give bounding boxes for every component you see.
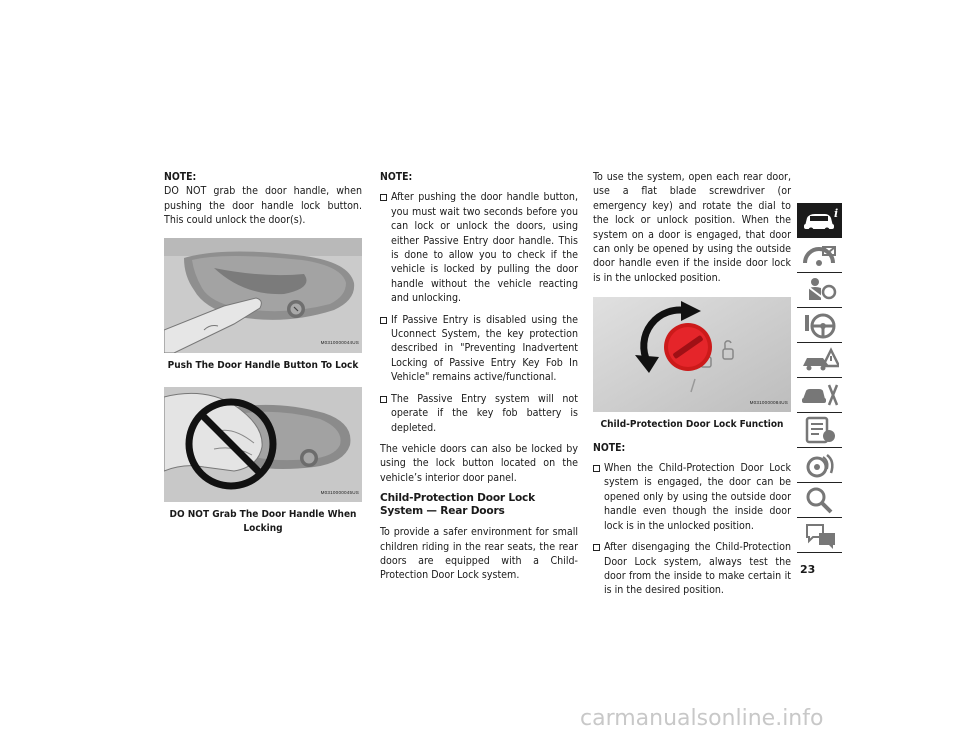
checkbox-bullet-icon [380, 396, 387, 403]
checkbox-bullet-icon [380, 194, 387, 201]
tab-getting-to-know-dashboard[interactable] [797, 238, 842, 273]
car-info-icon [801, 206, 839, 234]
watermark: carmanualsonline.info [580, 706, 824, 731]
figure-caption: Push The Door Handle Button To Lock [167, 359, 359, 371]
figure-caption: Child-Protection Door Lock Function [600, 419, 784, 431]
list-item: After disengaging the Child-Protection Door Lock system, always test the door from the inside to make certain it is in the desired position. [593, 540, 791, 598]
steering-wheel-icon [801, 311, 839, 339]
list-item: If Passive Entry is disabled using the Uconnect System, the key protection described in "Preventing Inadvertent Locking of Passive Entry Key Fob In Vehicle" remains active/functional. [380, 313, 578, 385]
body-paragraph: To provide a safer environment for small children riding in the rear seats, the rear doors are equipped with a Child-Protection Door Lock system. [380, 526, 578, 582]
body-paragraph: The vehicle doors can also be locked by using the lock button located on the vehicle’s interior door panel. [380, 442, 578, 484]
tab-multimedia[interactable] [797, 448, 842, 483]
figure-code: M0310000045US [320, 489, 359, 495]
list-item: The Passive Entry system will not operate if the key fob battery is depleted. [380, 392, 578, 435]
tab-safety[interactable] [797, 273, 842, 308]
svg-text:i: i [834, 207, 839, 220]
note-text: DO NOT grab the door handle, when pushing the door handle lock button. This could unlock the door(s). [164, 185, 362, 227]
tab-starting-operating[interactable] [797, 308, 842, 343]
tab-technical-specifications[interactable] [797, 413, 842, 448]
seatbelt-airbag-icon [801, 276, 839, 304]
list-item: After pushing the door handle button, you must wait two seconds before you can lock or unlock the doors, using either Passive Entry door handle. This is done to allow you to check if the vehicle is locked by pulling the door handle without the vehicle reacting and unlocking. [380, 190, 578, 305]
maintenance-schedule-icon [801, 416, 839, 444]
door-handle-button-figure [164, 238, 362, 353]
chapter-tabs [797, 203, 842, 553]
search-index-icon [801, 486, 839, 514]
checkbox-bullet-icon [593, 465, 600, 472]
right-column [593, 170, 791, 598]
list-item: When the Child-Protection Door Lock system is engaged, the door can be opened only by using the outside door handle even though the inside door lock is in the unlocked position. [593, 461, 791, 533]
car-service-tools-icon [801, 381, 839, 409]
dashboard-warning-icon [801, 241, 839, 269]
figure-code: M0310000084US [749, 399, 788, 405]
page-number: 23 [800, 563, 816, 576]
roadside-warning-icon [801, 346, 839, 374]
checkbox-bullet-icon [380, 317, 387, 324]
child-lock-figure [593, 297, 791, 412]
note-bullet-list [593, 461, 791, 598]
tab-servicing-maintenance[interactable] [797, 378, 842, 413]
note-label: NOTE: [380, 171, 413, 183]
multimedia-icon [801, 451, 839, 479]
tab-languages[interactable] [797, 518, 842, 553]
language-icon [801, 521, 839, 549]
figure-code: M0310000044US [320, 340, 359, 346]
section-heading: Child-Protection Door Lock System — Rear Doors [380, 492, 535, 518]
tab-in-case-of-emergency[interactable] [797, 343, 842, 378]
tab-index[interactable] [797, 483, 842, 518]
body-paragraph: To use the system, open each rear door, use a flat blade screwdriver (or emergency key) and rotate the dial to the lock or unlock position. When the system on a door is engaged, that door can only be opened by using the outside door handle even if the inside door lock is in the unlocked position. [593, 171, 791, 284]
left-column [164, 170, 362, 537]
do-not-grab-figure [164, 387, 362, 502]
middle-column [380, 170, 578, 583]
note-label: NOTE: [164, 171, 197, 183]
note-label: NOTE: [593, 441, 626, 454]
tab-car-info[interactable] [797, 203, 842, 238]
checkbox-bullet-icon [593, 544, 600, 551]
figure-caption: DO NOT Grab The Door Handle When Locking [169, 509, 357, 535]
note-bullet-list [380, 190, 578, 435]
